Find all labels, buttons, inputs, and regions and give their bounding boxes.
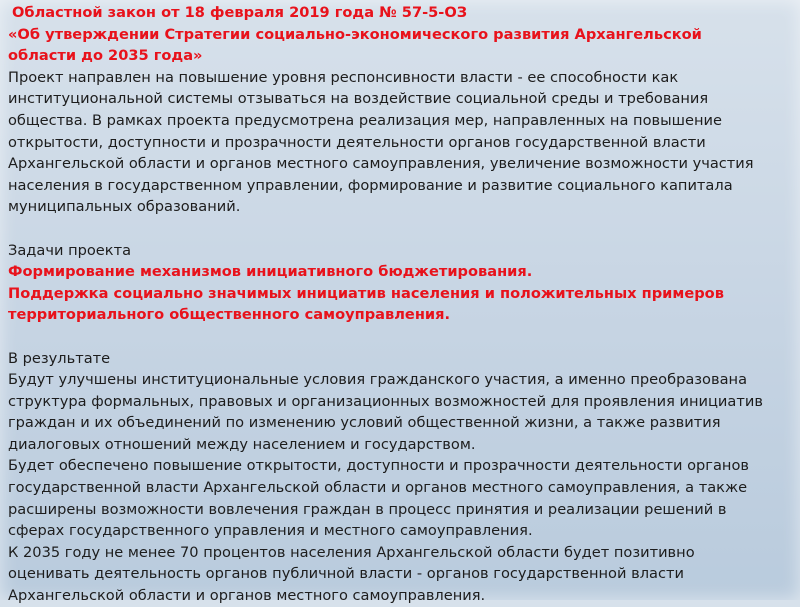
law-title: Областной закон от 18 февраля 2019 года № 57-5-ОЗ <box>12 4 468 21</box>
paragraph-gap <box>8 326 800 348</box>
result-line: К 2035 году не менее 70 процентов населения Архангельской области будет позитивно <box>8 543 695 561</box>
result-line: Архангельской области и органов местного самоуправления. <box>8 587 486 605</box>
results-heading: В результате <box>8 349 111 367</box>
project-line: открытости, доступности и прозрачности деятельности органов государственной власти <box>8 133 706 151</box>
result-line: расширены возможности вовлечения граждан в процесс принятия и реализации решений в <box>8 500 727 518</box>
result-line: сферах государственного управления и местного самоуправления. <box>8 522 533 540</box>
task-item: Формирование механизмов инициативного бюджетирования. <box>8 263 533 281</box>
result-line: государственной власти Архангельской области и органов местного самоуправления, а также <box>8 479 748 497</box>
task-item: территориального общественного самоуправления. <box>8 306 451 324</box>
document-body <box>8 2 800 607</box>
tasks-heading: Задачи проекта <box>8 241 132 259</box>
project-line: общества. В рамках проекта предусмотрена реализация мер, направленных на повышение <box>8 111 722 129</box>
project-line: Архангельской области и органов местного самоуправления, увеличение возможности участия <box>8 155 754 173</box>
project-line: населения в государственном управлении, формирование и развитие социального капитала <box>8 176 733 194</box>
result-line: Будут улучшены институциональные условия гражданского участия, а именно преобразована <box>8 371 748 389</box>
result-line: диалоговых отношений между населением и государством. <box>8 435 476 453</box>
task-item: Поддержка социально значимых инициатив населения и положительных примеров <box>8 284 724 302</box>
strategy-title-line-2: области до 2035 года» <box>8 47 203 65</box>
result-line: оценивать деятельность органов публичной власти - органов государственной власти <box>8 565 684 583</box>
result-line: Будет обеспечено повышение открытости, доступности и прозрачности деятельности органов <box>8 457 749 475</box>
project-line: Проект направлен на повышение уровня респонсивности власти - ее способности как <box>8 68 679 86</box>
paragraph-gap <box>8 218 800 240</box>
project-line: муниципальных образований. <box>8 198 241 216</box>
result-line: структура формальных, правовых и организационных возможностей для проявления инициатив <box>8 392 763 410</box>
strategy-title-line-1: «Об утверждении Стратегии социально-экономического развития Архангельской <box>8 25 702 43</box>
project-line: институциональной системы отзываться на воздействие социальной среды и требования <box>8 90 709 108</box>
result-line: граждан и их объединений по изменению условий общественной жизни, а также развития <box>8 414 721 432</box>
